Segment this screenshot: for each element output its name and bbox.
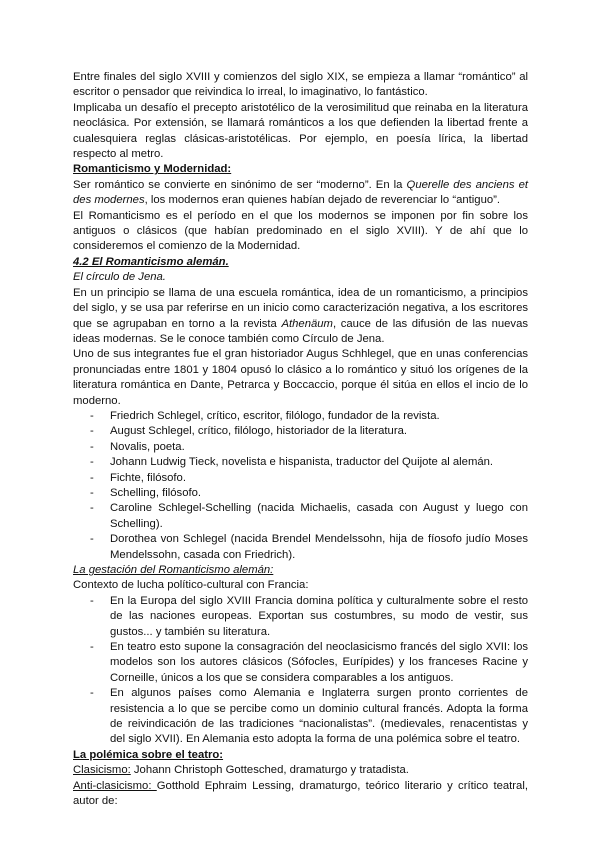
clasicismo-text: Johann Christoph Gottesched, dramaturgo y tratadista. (130, 764, 409, 777)
anticlasicismo-line (73, 779, 528, 810)
members-list (73, 409, 528, 563)
text-run: , los modernos eran quienes habían dejado de reverenciar lo “antiguo”. (144, 194, 501, 207)
list-item: - En teatro esto supone la consagración del neoclasicismo francés del siglo XVII: los modelos son los autores clásicos (Sófocles, Eurípides) y los franceses Racine y Corneille, únicos a los que se considera comparables a los antiguos. (110, 640, 528, 686)
list-item: - Dorothea von Schlegel (nacida Brendel Mendelssohn, hija de fíosofo judío Moses Mendelssohn, casada con Friedrich). (110, 532, 528, 563)
text-run: Ser romántico se convierte en sinónimo de ser “moderno”. En la (73, 178, 407, 191)
intro-paragraph-1: Entre finales del siglo XVIII y comienzos del siglo XIX, se empieza a llamar “romántico” al escritor o pensador que reivindica lo irreal, lo imaginativo, lo fantástico. (73, 71, 528, 99)
section-heading-romanticismo-modernidad: Romanticismo y Modernidad: (73, 163, 232, 176)
intro-paragraph-2: Implicaba un desafío el precepto aristotélico de la verosimilitud que reinaba en la literatura neoclásica. Por extensión, se llamará románticos a los que defienden la libertad frente a cualesquiera reglas clásicas-aristotélicas. Por ejemplo, en poesía lírica, la libertad respecto al metro. (73, 101, 528, 161)
romanticismo-modernidad-paragraph-2: El Romanticismo es el período en el que los modernos se imponen por fin sobre los antiguos o clásicos (que habían predominado en el siglo XVIII). Y de ahí que lo consideremos el comienzo de la Modernidad. (73, 209, 528, 253)
list-item: - August Schlegel, crítico, filólogo, historiador de la literatura. (110, 424, 528, 439)
list-item: - En la Europa del siglo XVIII Francia domina política y culturalmente sobre el resto de las naciones europeas. Exportan sus costumbres, su modo de vestir, sus gustos... y también su literatura. (110, 594, 528, 640)
clasicismo-line (73, 763, 528, 778)
list-item: - Schelling, filósofo. (110, 486, 528, 501)
section-heading-gestacion: La gestación del Romanticismo alemán: (73, 564, 274, 576)
list-item: - Friedrich Schlegel, crítico, escritor, filólogo, fundador de la revista. (110, 409, 528, 424)
anticlasicismo-label: Anti-clasicismo: (73, 779, 157, 792)
italic-title-athenaum: Athenäum (281, 317, 333, 330)
list-item: - En algunos países como Alemania e Inglaterra surgen pronto corrientes de resistencia a lo que se percibe como un dominio cultural francés. Adopta la forma de reivindicación de las tradiciones “nacionalistas”. (medievales, renacentistas y del siglo XVII). En Alemania esto adopta la forma de una polémica sobre el teatro. (110, 686, 528, 748)
anticlasicismo-text: Gotthold Ephraim Lessing, dramaturgo, teórico literario y crítico teatral, autor de: (73, 779, 528, 808)
list-item: - Johann Ludwig Tieck, novelista e hispanista, traductor del Quijote al alemán. (110, 455, 528, 470)
romanticismo-aleman-paragraph-1 (73, 286, 528, 348)
list-item: - Novalis, poeta. (110, 440, 528, 455)
section-heading-polemica: La polémica sobre el teatro: (73, 748, 224, 761)
list-item: - Caroline Schlegel-Schelling (nacida Michaelis, casada con August y luego con Schelling). (110, 501, 528, 532)
text-run: , cauce de las difusión de las nuevas ideas modernas. Se le conoce también como Círculo de Jena. (73, 317, 529, 345)
section-heading-romanticismo-aleman: 4.2 El Romanticismo alemán. (73, 255, 229, 268)
romanticismo-aleman-paragraph-2: Uno de sus integrantes fue el gran historiador Augus Schhlegel, que en unas conferencias pronunciadas entre 1801 y 1804 opusó lo clásico a lo romántico y situó los orígenes de la literatura romántica en Dante, Petrarca y Boccaccio, porque él sitúa en ellos el incio de lo moderno. (73, 348, 528, 407)
clasicismo-label: Clasicismo: (73, 764, 131, 777)
subheading-circulo-jena: El círculo de Jena. (73, 271, 166, 284)
gestacion-context: Contexto de lucha político-cultural con Francia: (73, 579, 309, 592)
romanticismo-modernidad-paragraph-1 (73, 178, 528, 209)
italic-title-querelle: Querelle des anciens et des modernes (73, 178, 528, 207)
text-run: En un principio se llama de una escuela romántica, idea de un romanticismo, a principios del siglo, y se usa par referirse en un inicio como caracterización negativa, a los escritores que se agrupaban en torno a la revista (73, 286, 528, 330)
list-item: - Fichte, filósofo. (110, 471, 528, 486)
gestacion-list (73, 594, 528, 748)
